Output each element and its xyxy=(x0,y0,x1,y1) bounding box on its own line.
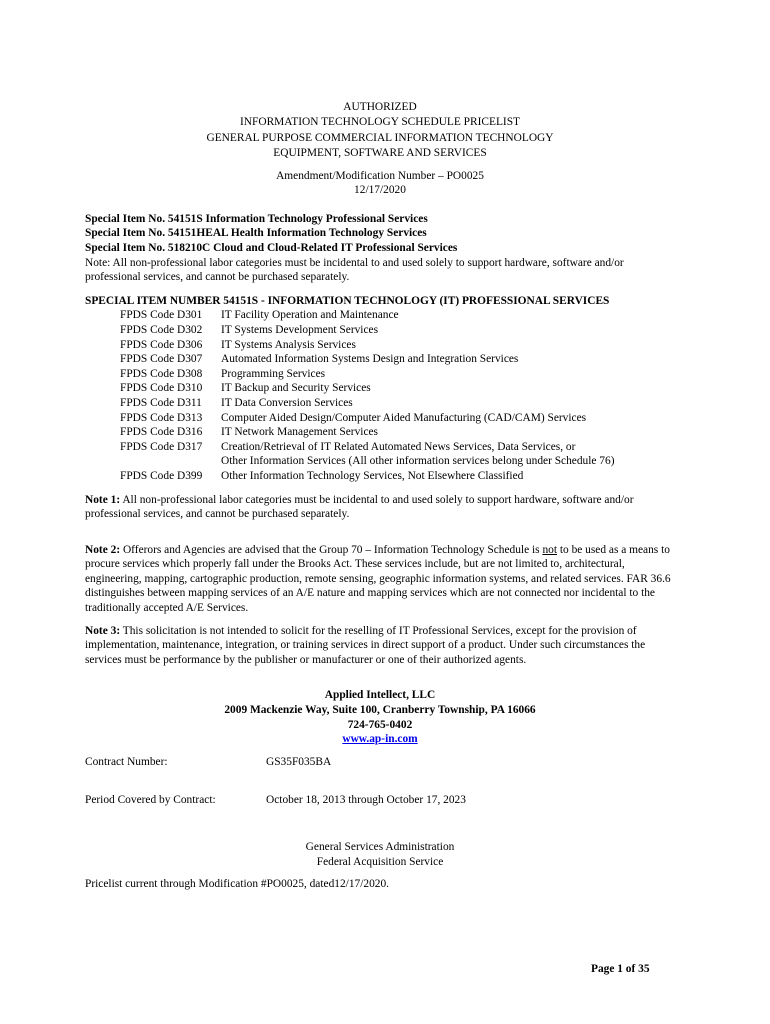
pricelist-current: Pricelist current through Modification #PO0025, dated12/17/2020. xyxy=(85,878,390,891)
fpds-row xyxy=(120,411,675,426)
note-3 xyxy=(85,624,675,668)
fpds-desc: Computer Aided Design/Computer Aided Manufacturing (CAD/CAM) Services xyxy=(221,411,587,424)
agency-service: Federal Acquisition Service xyxy=(316,855,444,868)
fpds-code: FPDS Code D307 xyxy=(120,353,203,366)
fpds-code-list xyxy=(120,308,675,483)
fpds-row xyxy=(120,454,675,469)
fpds-desc: Other Information Services (All other information services belong under Schedule 76) xyxy=(221,455,615,468)
fpds-desc: IT Systems Analysis Services xyxy=(221,338,356,351)
fpds-desc: IT Data Conversion Services xyxy=(221,396,353,409)
fpds-code: FPDS Code D301 xyxy=(120,309,203,322)
company-name: Applied Intellect, LLC xyxy=(324,689,436,702)
fpds-code: FPDS Code D302 xyxy=(120,323,203,336)
note-intro: Note: All non-professional labor categories must be incidental to and used solely to support hardware, software and/or professional services, and cannot be purchased separately. xyxy=(85,256,624,284)
note-2 xyxy=(85,543,675,616)
fpds-desc: IT Systems Development Services xyxy=(221,323,379,336)
fpds-row xyxy=(120,367,675,382)
company-block xyxy=(85,688,675,746)
contract-period-value: October 18, 2013 through October 17, 2023 xyxy=(266,794,466,807)
document-header xyxy=(85,100,675,162)
note-label: Note 3: xyxy=(85,624,121,637)
company-address: 2009 Mackenzie Way, Suite 100, Cranberry Township, PA 16066 xyxy=(224,704,536,717)
fpds-code: FPDS Code D317 xyxy=(120,440,203,453)
fpds-code: FPDS Code D308 xyxy=(120,367,203,380)
fpds-desc: Programming Services xyxy=(221,367,326,380)
fpds-desc: Other Information Technology Services, Not Elsewhere Classified xyxy=(221,469,524,482)
note-text: This solicitation is not intended to solicit for the reselling of IT Professional Services, except for the provision of implementation, maintenance, integration, or training services in direct support of a product. Under such circumstances the services must be performance by the publisher or manufacturer or one of their authorized agents. xyxy=(85,624,646,666)
fpds-desc: Automated Information Systems Design and Integration Services xyxy=(221,353,519,366)
note-emphasis: not xyxy=(542,543,558,556)
note-label: Note 1: xyxy=(85,493,121,506)
company-phone: 724-765-0402 xyxy=(347,718,413,731)
note-text: Offerors and Agencies are advised that the Group 70 – Information Technology Schedule is xyxy=(120,543,543,556)
contract-period-label: Period Covered by Contract: xyxy=(85,794,216,807)
sin-heading: SPECIAL ITEM NUMBER 54151S - INFORMATION TECHNOLOGY (IT) PROFESSIONAL SERVICES xyxy=(85,294,610,307)
agency-block xyxy=(85,840,675,869)
fpds-row xyxy=(120,396,675,411)
fpds-row xyxy=(120,323,675,338)
contract-period-row xyxy=(85,793,675,808)
header-line: GENERAL PURPOSE COMMERCIAL INFORMATION TECHNOLOGY xyxy=(206,131,554,144)
fpds-code: FPDS Code D399 xyxy=(120,469,203,482)
fpds-code: FPDS Code D311 xyxy=(120,396,202,409)
fpds-row xyxy=(120,381,675,396)
fpds-code: FPDS Code D316 xyxy=(120,426,203,439)
note-1 xyxy=(85,493,675,522)
amendment-block xyxy=(85,169,675,198)
fpds-row xyxy=(120,352,675,367)
fpds-code xyxy=(120,454,221,469)
fpds-row xyxy=(120,338,675,353)
contract-number-row xyxy=(85,755,675,770)
fpds-row xyxy=(120,440,675,455)
fpds-desc: Creation/Retrieval of IT Related Automated News Services, Data Services, or xyxy=(221,440,576,453)
special-items xyxy=(85,212,675,256)
note-text: All non-professional labor categories must be incidental to and used solely to support hardware, software and/or professional services, and cannot be purchased separately. xyxy=(85,493,634,521)
fpds-code: FPDS Code D306 xyxy=(120,338,203,351)
fpds-row xyxy=(120,469,675,484)
special-item: Special Item No. 518210C Cloud and Cloud-Related IT Professional Services xyxy=(85,242,458,254)
document-page xyxy=(85,100,675,892)
header-line: EQUIPMENT, SOFTWARE AND SERVICES xyxy=(273,147,487,160)
header-line: INFORMATION TECHNOLOGY SCHEDULE PRICELIST xyxy=(239,116,521,129)
special-item: Special Item No. 54151S Information Technology Professional Services xyxy=(85,212,428,225)
amendment-number: Amendment/Modification Number – PO0025 xyxy=(276,169,484,182)
page-number: Page 1 of 35 xyxy=(591,963,650,975)
amendment-date: 12/17/2020 xyxy=(354,184,406,197)
note-text: to be used as a means to procure services which properly fall under the Brooks Act. These services include, but are not limited to, architectural, engineering, mapping, cartographic production, remote sensing, geographic information systems, and related services. FAR 36.6 distinguishes between mapping services of an A/E nature and mapping services which are not connected nor incidental to the traditionally accepted A/E Services. xyxy=(85,543,671,615)
fpds-desc: IT Backup and Security Services xyxy=(221,382,371,395)
contract-number-value: GS35F035BA xyxy=(266,755,332,768)
fpds-row xyxy=(120,425,675,440)
company-website-link[interactable]: www.ap-in.com xyxy=(342,733,418,746)
fpds-code: FPDS Code D310 xyxy=(120,382,203,395)
fpds-code: FPDS Code D313 xyxy=(120,411,203,424)
fpds-desc: IT Network Management Services xyxy=(221,426,378,439)
fpds-row xyxy=(120,308,675,323)
header-line: AUTHORIZED xyxy=(343,101,417,113)
contract-number-label: Contract Number: xyxy=(85,755,168,768)
agency-name: General Services Administration xyxy=(305,841,455,853)
fpds-desc: IT Facility Operation and Maintenance xyxy=(221,309,399,322)
note-label: Note 2: xyxy=(85,543,121,556)
special-item: Special Item No. 54151HEAL Health Information Technology Services xyxy=(85,227,427,240)
